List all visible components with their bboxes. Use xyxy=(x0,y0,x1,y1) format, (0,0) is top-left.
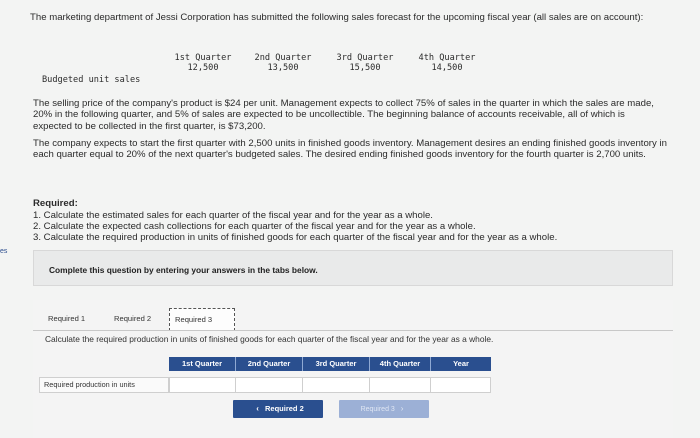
quarter-value-2: 13,500 xyxy=(267,63,299,73)
required-item-2: 2. Calculate the expected cash collections for each quarter of the fiscal year and for the year as a whole. xyxy=(33,221,476,232)
grid-header-q3: 3rd Quarter xyxy=(303,357,369,371)
production-q2-input[interactable] xyxy=(236,383,302,397)
chevron-left-icon: ‹ xyxy=(256,404,259,413)
required-heading: Required: xyxy=(33,198,78,209)
prev-button-label: Required 2 xyxy=(265,404,304,413)
instruction-panel xyxy=(33,250,673,286)
next-required-button[interactable] xyxy=(339,400,429,418)
grid-header-q4: 4th Quarter xyxy=(370,357,430,371)
chevron-right-icon: › xyxy=(400,404,404,413)
tab-divider xyxy=(33,330,673,331)
inventory-paragraph: The company expects to start the first quarter with 2,500 units in finished goods inventory. Management desires an ending finished goods inventory in each quarter equal to 20% of the next quarter's budgeted sales. The desired ending finished goods inventory for the fourth quarter is 2,700 units. xyxy=(33,138,667,161)
required-item-1: 1. Calculate the estimated sales for each quarter of the fiscal year and for the year as a whole. xyxy=(33,210,433,221)
grid-header-year: Year xyxy=(431,357,491,371)
tab-required-3[interactable]: Required 3 xyxy=(169,308,235,331)
quarter-header-4: 4th Quarter xyxy=(418,53,476,63)
quarter-header-3: 3rd Quarter xyxy=(336,53,394,63)
cell-q1[interactable] xyxy=(169,377,236,393)
calc-prompt: Calculate the required production in units of finished goods for each quarter of the fiscal year and for the year as a whole. xyxy=(45,334,494,344)
production-year-input[interactable] xyxy=(431,383,490,397)
tab-required-2[interactable]: Required 2 xyxy=(114,314,152,323)
quarter-value-1: 12,500 xyxy=(187,63,219,73)
cell-q3[interactable] xyxy=(302,377,370,393)
cell-year[interactable] xyxy=(430,377,491,393)
price-paragraph: The selling price of the company's product is $24 per unit. Management expects to collect 75% of sales in the quarter in which the sales are made, 20% in the following quarter, and 5% of sales are expected to be uncollectible. The beginning balance of accounts receivable, all of which is expected to be collected in the first quarter, is $73,200. xyxy=(33,98,654,132)
required-item-3: 3. Calculate the required production in units of finished goods for each quarter of the fiscal year and for the year as a whole. xyxy=(33,232,558,243)
intro-text: The marketing department of Jessi Corporation has submitted the following sales forecast for the upcoming fiscal year (all sales are on account): xyxy=(30,12,644,23)
quarter-header-1: 1st Quarter xyxy=(174,53,232,63)
instruction-text: Complete this question by entering your answers in the tabs below. xyxy=(49,265,318,275)
quarter-header-2: 2nd Quarter xyxy=(254,53,312,63)
sales-forecast-table xyxy=(30,54,490,94)
grid-header-q2: 2nd Quarter xyxy=(236,357,302,371)
production-grid xyxy=(39,357,491,397)
cell-q2[interactable] xyxy=(235,377,303,393)
production-row-label: Required production in units xyxy=(39,377,169,393)
grid-header-q1: 1st Quarter xyxy=(169,357,235,371)
production-q4-input[interactable] xyxy=(370,383,430,397)
next-button-label: Required 3 xyxy=(360,406,395,413)
production-q3-input[interactable] xyxy=(303,383,369,397)
quarter-value-4: 14,500 xyxy=(431,63,463,73)
cell-q4[interactable] xyxy=(369,377,431,393)
prev-required-button[interactable] xyxy=(233,400,323,418)
production-q1-input[interactable] xyxy=(170,383,235,397)
sales-row-label: Budgeted unit sales xyxy=(42,75,141,85)
side-tag: es xyxy=(0,248,8,255)
quarter-value-3: 15,500 xyxy=(349,63,381,73)
tab-required-1[interactable]: Required 1 xyxy=(48,314,86,323)
tabs-container xyxy=(33,300,673,438)
